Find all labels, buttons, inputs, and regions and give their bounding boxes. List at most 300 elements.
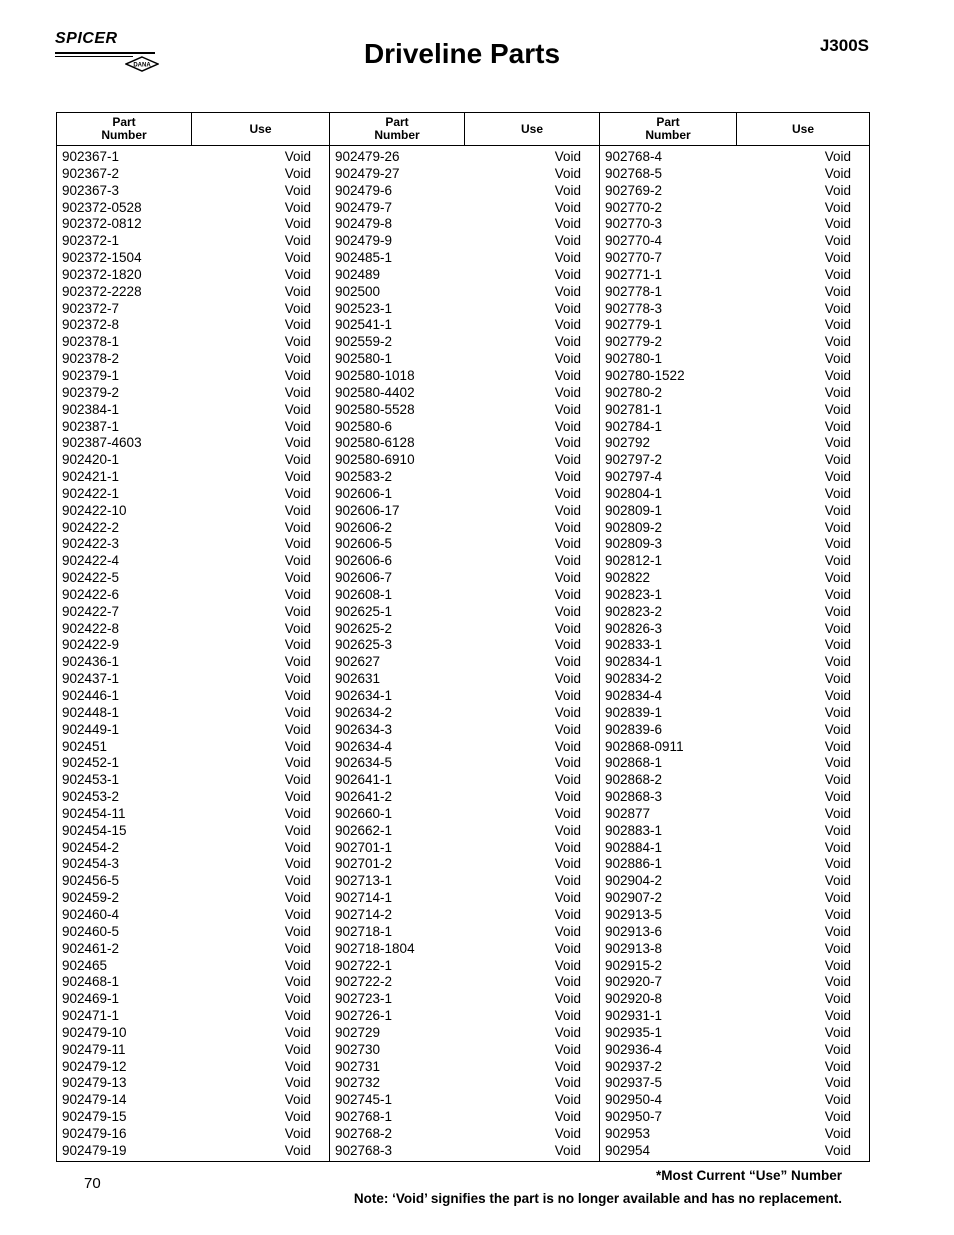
- part-number: 902500: [335, 283, 381, 299]
- part-use: Void: [554, 688, 581, 703]
- part-number: 902479-8: [335, 216, 393, 232]
- part-number: 902422-1: [62, 485, 120, 501]
- part-number: 902479-6: [335, 182, 393, 198]
- part-number: 902461-2: [62, 940, 120, 956]
- part-use: Void: [824, 738, 851, 754]
- part-number: 902730: [335, 1041, 381, 1057]
- table-row: [600, 1109, 869, 1126]
- table-row: [600, 233, 869, 250]
- part-use: Void: [824, 1041, 851, 1057]
- table-row: [600, 941, 869, 958]
- part-number: 902459-2: [62, 890, 120, 906]
- table-row: [600, 637, 869, 654]
- part-use: Void: [554, 839, 581, 855]
- part-number: 902460-4: [62, 906, 120, 922]
- part-number: 902634-4: [335, 738, 393, 754]
- table-row: [57, 604, 329, 621]
- part-number: 902701-2: [335, 856, 393, 872]
- part-number: 902778-1: [605, 283, 663, 299]
- table-row: [600, 149, 869, 166]
- part-use: Void: [284, 1008, 311, 1024]
- part-use: Void: [824, 1058, 851, 1074]
- part-use: Void: [554, 991, 581, 1007]
- table-row: [330, 317, 599, 334]
- table-row: [57, 1109, 329, 1126]
- header-use: Use: [464, 113, 599, 145]
- table-row: [600, 873, 869, 890]
- part-number: 902886-1: [605, 856, 663, 872]
- table-row: [600, 671, 869, 688]
- page-number: 70: [84, 1175, 101, 1192]
- table-row: [330, 806, 599, 823]
- part-number: 902422-8: [62, 620, 120, 636]
- part-number: 902732: [335, 1075, 381, 1091]
- part-use: Void: [284, 671, 311, 687]
- table-row: [57, 705, 329, 722]
- part-use: Void: [284, 367, 311, 383]
- dana-mark-text: DANA: [133, 62, 151, 69]
- part-use: Void: [284, 149, 311, 164]
- part-number: 902372-7: [62, 300, 120, 316]
- part-use: Void: [284, 620, 311, 636]
- table-row: [600, 1008, 869, 1025]
- part-use: Void: [284, 772, 311, 788]
- table-row: [330, 856, 599, 873]
- table-row: [57, 503, 329, 520]
- table-row: [330, 368, 599, 385]
- table-row: [330, 469, 599, 486]
- part-use: Void: [824, 1075, 851, 1091]
- part-use: Void: [824, 435, 851, 451]
- table-row: [330, 1126, 599, 1143]
- table-row: [600, 1092, 869, 1109]
- table-row: [57, 941, 329, 958]
- part-number: 902378-2: [62, 351, 120, 367]
- table-row: [600, 823, 869, 840]
- part-number: 902465: [62, 957, 108, 973]
- part-use: Void: [284, 266, 311, 282]
- table-row: [57, 840, 329, 857]
- document-code: J300S: [819, 36, 869, 55]
- part-use: Void: [824, 704, 851, 720]
- table-row: [600, 806, 869, 823]
- part-use: Void: [824, 300, 851, 316]
- table-row: [330, 1025, 599, 1042]
- part-use: Void: [284, 721, 311, 737]
- part-number: 902580-6910: [335, 452, 415, 468]
- part-number: 902913-5: [605, 906, 663, 922]
- table-row: [600, 452, 869, 469]
- part-use: Void: [554, 283, 581, 299]
- part-number: 902460-5: [62, 923, 120, 939]
- part-number: 902468-1: [62, 974, 120, 990]
- table-row: [330, 200, 599, 217]
- part-number: 902606-7: [335, 570, 393, 586]
- part-use: Void: [284, 822, 311, 838]
- table-row: [57, 806, 329, 823]
- table-row: [57, 1126, 329, 1143]
- part-use: Void: [824, 772, 851, 788]
- part-number: 902768-4: [605, 149, 663, 164]
- part-use: Void: [284, 704, 311, 720]
- table-row: [57, 722, 329, 739]
- part-number: 902420-1: [62, 452, 120, 468]
- part-use: Void: [284, 1058, 311, 1074]
- table-row: [330, 503, 599, 520]
- table-row: [600, 553, 869, 570]
- table-row: [57, 553, 329, 570]
- part-use: Void: [284, 957, 311, 973]
- part-use: Void: [284, 654, 311, 670]
- part-number: 902936-4: [605, 1041, 663, 1057]
- table-row: [600, 705, 869, 722]
- table-row: [57, 890, 329, 907]
- table-row: [330, 301, 599, 318]
- part-use: Void: [824, 216, 851, 232]
- part-use: Void: [554, 300, 581, 316]
- part-number: 902718-1: [335, 923, 393, 939]
- part-use: Void: [284, 300, 311, 316]
- table-row: [330, 385, 599, 402]
- part-use: Void: [554, 586, 581, 602]
- part-use: Void: [284, 738, 311, 754]
- part-use: Void: [824, 452, 851, 468]
- part-use: Void: [554, 654, 581, 670]
- part-use: Void: [554, 367, 581, 383]
- part-use: Void: [284, 1142, 311, 1158]
- table-row: [600, 166, 869, 183]
- table-row: [57, 570, 329, 587]
- part-use: Void: [554, 553, 581, 569]
- part-use: Void: [824, 839, 851, 855]
- part-number: 902422-7: [62, 603, 120, 619]
- part-use: Void: [284, 688, 311, 703]
- part-number: 902372-2228: [62, 283, 142, 299]
- table-row: [57, 823, 329, 840]
- table-row: [57, 688, 329, 705]
- table-row: [600, 890, 869, 907]
- part-number: 902834-1: [605, 654, 663, 670]
- table-row: [57, 974, 329, 991]
- table-row: [600, 536, 869, 553]
- table-row: [600, 621, 869, 638]
- part-number: 902372-1: [62, 233, 120, 249]
- part-use: Void: [284, 216, 311, 232]
- part-use: Void: [284, 536, 311, 552]
- part-use: Void: [554, 149, 581, 164]
- part-use: Void: [824, 688, 851, 703]
- part-use: Void: [554, 216, 581, 232]
- part-number: 902606-6: [335, 553, 393, 569]
- table-row: [330, 924, 599, 941]
- part-number: 902809-1: [605, 502, 663, 518]
- table-row: [330, 452, 599, 469]
- part-number: 902935-1: [605, 1024, 663, 1040]
- part-use: Void: [554, 401, 581, 417]
- table-row: [57, 958, 329, 975]
- part-number: 902523-1: [335, 300, 393, 316]
- part-use: Void: [284, 991, 311, 1007]
- part-number: 902634-2: [335, 704, 393, 720]
- table-row: [57, 402, 329, 419]
- part-use: Void: [824, 1142, 851, 1158]
- part-number: 902541-1: [335, 317, 393, 333]
- part-number: 902479-19: [62, 1142, 127, 1158]
- part-number: 902367-3: [62, 182, 120, 198]
- part-number: 902422-5: [62, 570, 120, 586]
- table-row: [57, 654, 329, 671]
- table-row: [330, 402, 599, 419]
- part-number: 902779-1: [605, 317, 663, 333]
- part-number: 902920-8: [605, 991, 663, 1007]
- header-part-number: Part Number: [101, 115, 147, 142]
- table-row: [57, 351, 329, 368]
- table-row: [57, 267, 329, 284]
- part-use: Void: [284, 485, 311, 501]
- part-number: 902770-4: [605, 233, 663, 249]
- part-use: Void: [554, 923, 581, 939]
- part-use: Void: [554, 469, 581, 485]
- part-number: 902660-1: [335, 805, 393, 821]
- table-row: [330, 553, 599, 570]
- part-number: 902907-2: [605, 890, 663, 906]
- part-use: Void: [554, 334, 581, 350]
- table-row: [330, 840, 599, 857]
- part-number: 902877: [605, 805, 651, 821]
- part-number: 902422-2: [62, 519, 120, 535]
- header-part-number: Part Number: [329, 113, 464, 145]
- part-number: 902479-27: [335, 165, 400, 181]
- part-use: Void: [824, 620, 851, 636]
- part-use: Void: [554, 485, 581, 501]
- table-row: [330, 654, 599, 671]
- table-row: [600, 722, 869, 739]
- part-number: 902768-5: [605, 165, 663, 181]
- part-use: Void: [554, 266, 581, 282]
- part-use: Void: [824, 923, 851, 939]
- part-use: Void: [824, 890, 851, 906]
- part-use: Void: [284, 418, 311, 434]
- table-row: [57, 250, 329, 267]
- part-use: Void: [554, 435, 581, 451]
- table-row: [57, 772, 329, 789]
- part-use: Void: [824, 603, 851, 619]
- part-number: 902625-2: [335, 620, 393, 636]
- part-use: Void: [554, 250, 581, 266]
- part-use: Void: [284, 182, 311, 198]
- part-number: 902580-4402: [335, 384, 415, 400]
- part-use: Void: [824, 182, 851, 198]
- part-number: 902372-8: [62, 317, 120, 333]
- part-number: 902868-2: [605, 772, 663, 788]
- table-row: [600, 1075, 869, 1092]
- table-row: [330, 974, 599, 991]
- part-number: 902729: [335, 1024, 381, 1040]
- part-number: 902797-2: [605, 452, 663, 468]
- table-row: [57, 368, 329, 385]
- part-use: Void: [554, 671, 581, 687]
- table-row: [330, 705, 599, 722]
- part-use: Void: [554, 603, 581, 619]
- part-use: Void: [824, 317, 851, 333]
- part-use: Void: [824, 755, 851, 771]
- table-row: [57, 334, 329, 351]
- part-use: Void: [824, 553, 851, 569]
- table-row: [57, 469, 329, 486]
- table-row: [600, 469, 869, 486]
- part-number: 902485-1: [335, 250, 393, 266]
- part-use: Void: [824, 805, 851, 821]
- part-use: Void: [284, 1041, 311, 1057]
- table-row: [600, 739, 869, 756]
- part-number: 902387-1: [62, 418, 120, 434]
- part-number: 902868-0911: [605, 738, 684, 754]
- part-use: Void: [824, 940, 851, 956]
- table-row: [330, 419, 599, 436]
- part-use: Void: [284, 906, 311, 922]
- table-row: [600, 958, 869, 975]
- table-row: [600, 317, 869, 334]
- part-number: 902954: [605, 1142, 651, 1158]
- part-use: Void: [824, 519, 851, 535]
- part-number: 902580-1: [335, 351, 393, 367]
- part-use: Void: [284, 165, 311, 181]
- part-number: 902722-2: [335, 974, 393, 990]
- part-number: 902479-16: [62, 1125, 127, 1141]
- part-use: Void: [284, 805, 311, 821]
- table-row: [600, 974, 869, 991]
- part-number: 902559-2: [335, 334, 393, 350]
- table-row: [330, 166, 599, 183]
- part-number: 902731: [335, 1058, 381, 1074]
- table-row: [57, 166, 329, 183]
- part-use: Void: [554, 721, 581, 737]
- table-row: [600, 385, 869, 402]
- part-number: 902479-12: [62, 1058, 127, 1074]
- parts-column-1: [57, 149, 329, 1159]
- part-number: 902780-1522: [605, 367, 685, 383]
- part-number: 902422-4: [62, 553, 120, 569]
- part-number: 902580-6128: [335, 435, 415, 451]
- part-number: 902454-11: [62, 805, 126, 821]
- part-use: Void: [284, 519, 311, 535]
- table-row: [600, 1059, 869, 1076]
- part-use: Void: [554, 873, 581, 889]
- part-number: 902625-3: [335, 637, 393, 653]
- table-row: [57, 385, 329, 402]
- part-number: 902904-2: [605, 873, 663, 889]
- part-use: Void: [284, 570, 311, 586]
- table-row: [330, 1042, 599, 1059]
- table-row: [330, 334, 599, 351]
- part-use: Void: [554, 1075, 581, 1091]
- part-use: Void: [554, 805, 581, 821]
- table-row: [57, 233, 329, 250]
- table-row: [600, 301, 869, 318]
- table-row: [600, 856, 869, 873]
- table-row: [330, 1143, 599, 1160]
- part-use: Void: [824, 991, 851, 1007]
- part-number: 902823-1: [605, 586, 663, 602]
- part-number: 902770-3: [605, 216, 663, 232]
- part-number: 902722-1: [335, 957, 393, 973]
- part-number: 902884-1: [605, 839, 663, 855]
- header-part-number: Part Number: [599, 113, 736, 145]
- part-number: 902769-2: [605, 182, 663, 198]
- table-row: [57, 536, 329, 553]
- part-number: 902792: [605, 435, 651, 451]
- table-row: [600, 755, 869, 772]
- table-row: [330, 722, 599, 739]
- part-use: Void: [554, 1041, 581, 1057]
- table-row: [330, 958, 599, 975]
- table-row: [330, 435, 599, 452]
- part-use: Void: [284, 334, 311, 350]
- part-number: 902422-9: [62, 637, 120, 653]
- part-number: 902479-26: [335, 149, 400, 164]
- table-row: [57, 1042, 329, 1059]
- table-row: [600, 183, 869, 200]
- table-row: [57, 621, 329, 638]
- part-use: Void: [284, 1109, 311, 1125]
- page-title: Driveline Parts: [363, 38, 561, 69]
- part-number: 902804-1: [605, 485, 663, 501]
- part-number: 902479-7: [335, 199, 393, 215]
- table-row: [57, 301, 329, 318]
- part-number: 902714-2: [335, 906, 393, 922]
- part-number: 902950-4: [605, 1092, 663, 1108]
- part-use: Void: [284, 1125, 311, 1141]
- table-row: [57, 924, 329, 941]
- parts-column-3: [599, 146, 869, 1161]
- part-use: Void: [284, 1024, 311, 1040]
- table-row: [600, 907, 869, 924]
- part-number: 902812-1: [605, 553, 663, 569]
- part-use: Void: [824, 1109, 851, 1125]
- part-use: Void: [824, 283, 851, 299]
- part-number: 902379-2: [62, 384, 120, 400]
- part-use: Void: [554, 957, 581, 973]
- part-use: Void: [824, 873, 851, 889]
- part-number: 902714-1: [335, 890, 393, 906]
- table-row: [600, 334, 869, 351]
- part-use: Void: [824, 502, 851, 518]
- table-row: [57, 873, 329, 890]
- table-row: [330, 671, 599, 688]
- table-row: [330, 772, 599, 789]
- part-number: 902479-9: [335, 233, 393, 249]
- table-row: [57, 991, 329, 1008]
- table-row: [57, 1075, 329, 1092]
- part-number: 902580-5528: [335, 401, 415, 417]
- part-use: Void: [284, 401, 311, 417]
- table-row: [330, 604, 599, 621]
- part-use: Void: [554, 772, 581, 788]
- part-use: Void: [284, 233, 311, 249]
- part-use: Void: [824, 654, 851, 670]
- current-use-note: *Most Current “Use” Number: [655, 1168, 842, 1183]
- part-number: 902822: [605, 570, 651, 586]
- part-use: Void: [554, 1109, 581, 1125]
- table-row: [330, 1008, 599, 1025]
- part-number: 902608-1: [335, 586, 393, 602]
- part-number: 902580-6: [335, 418, 393, 434]
- part-use: Void: [554, 738, 581, 754]
- part-number: 902809-3: [605, 536, 663, 552]
- table-row: [330, 1109, 599, 1126]
- part-use: Void: [824, 469, 851, 485]
- table-row: [600, 1126, 869, 1143]
